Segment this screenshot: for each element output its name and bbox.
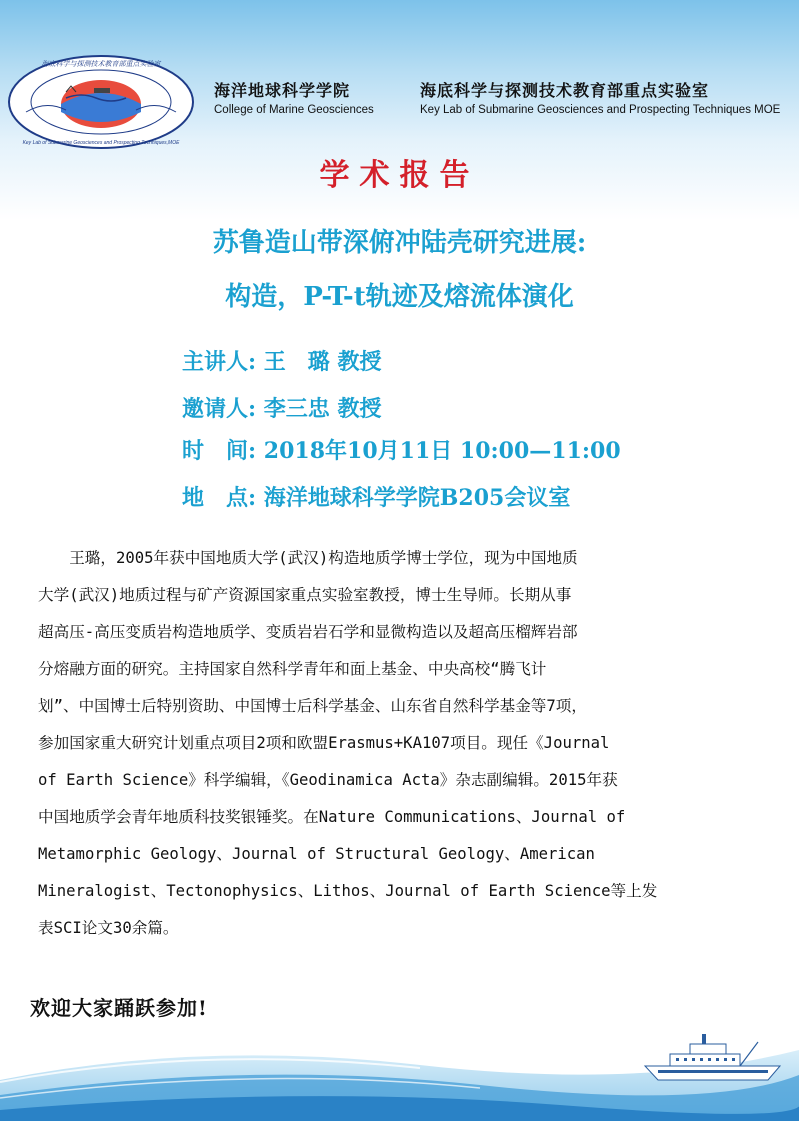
research-ship-icon (640, 1028, 790, 1088)
speaker-bio (38, 540, 762, 947)
svg-text:海底科学与探测技术教育部重点实验室: 海底科学与探测技术教育部重点实验室 (41, 60, 161, 68)
speaker-name: 王 璐 教授 (263, 349, 382, 375)
bio-line: 表SCI论文30余篇。 (38, 919, 179, 937)
welcome-text: 欢迎大家踊跃参加! (30, 996, 208, 1020)
lab-name-en: Key Lab of Submarine Geosciences and Prospecting Techniques MOE (420, 104, 781, 116)
lab-logo-icon (6, 52, 196, 152)
lab-name-cn: 海底科学与探测技术教育部重点实验室 (420, 81, 710, 100)
bio-line: 中国地质学会青年地质科技奖银锤奖。在Nature Communications、Journal of (38, 808, 626, 826)
lab-name (420, 78, 780, 116)
svg-text:Key Lab of Submarine Geoscienc: Key Lab of Submarine Geosciences and Prospecting Techniques,MOE (22, 140, 180, 146)
host-name: 李三忠 教授 (263, 396, 382, 422)
place-row (182, 481, 570, 512)
page-title: 学术报告 (319, 158, 480, 193)
bio-line: of Earth Science》科学编辑，《Geodinamica Acta》杂志副编辑。2015年获 (38, 771, 618, 789)
time-row (182, 434, 621, 465)
place-value: 海洋地球科学学院B205会议室 (263, 485, 571, 511)
place-label: 地 点: (182, 485, 257, 511)
bio-line: Mineralogist、Tectonophysics、Lithos、Journal of Earth Science等上发 (38, 882, 658, 900)
college-name (214, 78, 374, 116)
bio-line: Metamorphic Geology、Journal of Structural Geology、American (38, 845, 595, 863)
speaker-label: 主讲人: (182, 349, 257, 375)
time-value: 2018年10月11日 10:00—11:00 (263, 438, 621, 464)
college-name-en: College of Marine Geosciences (214, 104, 374, 116)
bio-line: 王璐，2005年获中国地质大学(武汉)构造地质学博士学位，现为中国地质 (38, 549, 578, 567)
talk-title-line2: 构造，P-T-t轨迹及熔流体演化 (225, 282, 574, 312)
bio-line: 参加国家重大研究计划重点项目2项和欧盟Erasmus+KA107项目。现任《Journal (38, 734, 610, 752)
time-label: 时 间: (182, 438, 257, 464)
bio-line: 划”、中国博士后特别资助、中国博士后科学基金、山东省自然科学基金等7项， (38, 697, 587, 715)
talk-title-line1: 苏鲁造山带深俯冲陆壳研究进展: (212, 228, 587, 258)
host-row (182, 392, 381, 423)
bio-line: 分熔融方面的研究。主持国家自然科学青年和面上基金、中央高校“腾飞计 (38, 660, 547, 678)
bio-line: 超高压-高压变质岩构造地质学、变质岩岩石学和显微构造以及超高压榴辉岩部 (38, 623, 578, 641)
bio-line: 大学(武汉)地质过程与矿产资源国家重点实验室教授，博士生导师。长期从事 (38, 586, 572, 604)
speaker-row (182, 345, 381, 376)
host-label: 邀请人: (182, 396, 257, 422)
college-name-cn: 海洋地球科学学院 (214, 81, 351, 100)
